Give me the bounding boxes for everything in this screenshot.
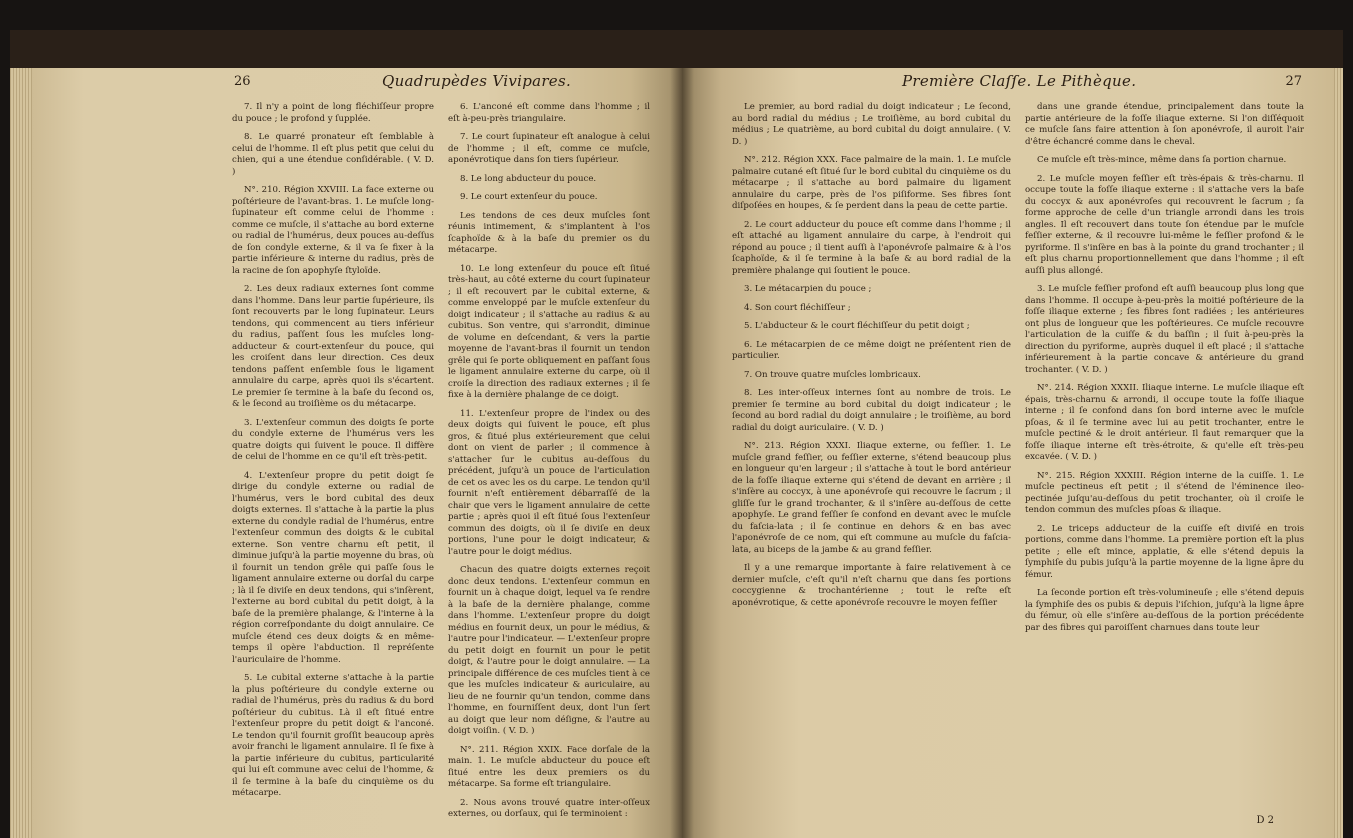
paragraph: N°. 214. Région XXXII. Iliaque interne. Le muſcle iliaque eſt épais, très-charnu & arrondi, il occupe toute la foſſe iliaque interne ; il ſe confond dans ſon bord interne avec le muſcle pſoas, & il ſe termine avec lui au petit trochanter, entre le muſcle pectiné & le droit antérieur. Il faut remarquer que la foſſe iliaque interne eſt très-étroite, & qu'elle eſt très-peu excavée. ( V. D. ) xyxy=(1025,383,1304,462)
left-running-head xyxy=(232,72,650,102)
paragraph: 8. Le quarré pronateur eſt ſemblable à celui de l'homme. Il eſt plus petit que celui du chien, qui a une étendue conſidérable. ( V. D. ) xyxy=(232,132,434,177)
signature-mark: D 2 xyxy=(1256,815,1274,826)
right-running-title: Première Claſſe. Le Pithèque. xyxy=(902,72,1137,90)
open-book xyxy=(10,30,1343,826)
paragraph: 3. L'extenſeur commun des doigts ſe porte du condyle externe de l'humérus vers les quatre doigts qui ſuivent le pouce. Il diffère de celui de l'homme en ce qu'il eſt très-petit. xyxy=(232,417,434,462)
paragraph: 2. Le muſcle moyen feſſier eſt très-épais & très-charnu. Il occupe toute la foſſe iliaque externe : il s'attache vers la baſe du coccyx & aux aponévroſes qui recouvrent le ſacrum ; ſa forme approche de celle d'un triangle arrondi dans les trois angles. Il eſt recouvert dans toute ſon étendue par le muſcle feſſier externe, & il recouvre lui-même le feſſier profond & le pyriforme. Il s'inſère en bas à la pointe du grand trochanter ; il eſt plus charnu proportionnellement que dans l'homme ; il eſt auſſi plus allongé. xyxy=(1025,173,1304,276)
paragraph: 2. Le triceps adducteur de la cuiſſe eſt diviſé en trois portions, comme dans l'homme. La première portion eſt la plus petite ; elle eſt mince, applatie, & elle s'étend depuis la ſymphiſe du pubis juſqu'à la partie moyenne de la ligne âpre du fémur. xyxy=(1025,523,1304,580)
paragraph: 6. L'anconé eſt comme dans l'homme ; il eſt à-peu-près triangulaire. xyxy=(448,102,650,124)
right-column-2 xyxy=(1025,102,1304,641)
paragraph: 6. Le métacarpien de ce même doigt ne préſentent rien de particulier. xyxy=(732,339,1011,361)
paragraph: 4. Son court fléchiſſeur ; xyxy=(744,302,851,313)
paragraph: dans une grande étendue, principalement dans toute la partie antérieure de la foſſe iliaque externe. Si l'on diſſéquoit ce muſcle ſans faire attention à ſon aponévroſe, il auroit l'air d'être échancré comme dans le cheval. xyxy=(1025,102,1304,147)
paragraph: Il y a une remarque importante à faire relativement à ce dernier muſcle, c'eſt qu'il n'eſt charnu que dans ſes portions coccygienne & trochantérienne ; tout le reſte eſt aponévrotique, & cette aponévroſe recouvre le moyen feſſier xyxy=(732,563,1011,608)
paragraph: 8. Les inter-oſſeux internes ſont au nombre de trois. Le premier ſe termine au bord cubital du doigt indicateur ; le ſecond au bord radial du doigt annulaire ; le troiſième, au bord radial du doigt auriculaire. ( V. D. ) xyxy=(732,388,1011,433)
paragraph: La ſeconde portion eſt très-volumineuſe ; elle s'étend depuis la ſymphiſe des os pubis & depuis l'iſchion, juſqu'à la ligne âpre du fémur, où elle s'inſère au-deſſous de la portion précédente par des fibres qui paroiſſent charnues dans toute leur xyxy=(1025,588,1304,633)
paragraph: 5. L'abducteur & le court fléchiſſeur du petit doigt ; xyxy=(744,321,970,331)
left-column-1 xyxy=(232,102,434,828)
left-running-title: Quadrupèdes Vivipares. xyxy=(382,72,572,90)
paragraph: 8. Le long abducteur du pouce. xyxy=(460,173,597,184)
paragraph: Le premier, au bord radial du doigt indicateur ; Le ſecond, au bord radial du médius ; Le troiſième, au bord cubital du médius ; Le quatrième, au bord cubital du doigt annulaire. ( V. D. ) xyxy=(732,102,1011,147)
left-page xyxy=(32,68,682,838)
paragraph: N°. 210. Région XXVIII. La face externe ou poſtérieure de l'avant-bras. 1. Le muſcle long-ſupinateur eſt comme celui de l'homme : comme ce muſcle, il s'attache au bord externe ou radial de l'humérus, deux pouces au-deſſus de ſon condyle externe, & il va ſe fixer à la partie inférieure & interne du radius, près de la racine de ſon apophyſe ſtyloïde. xyxy=(232,185,434,276)
paragraph: N°. 211. Région XXIX. Face dorſale de la main. 1. Le muſcle abducteur du pouce eſt ſitué entre les deux premiers os du métacarpe. Sa forme eſt triangulaire. xyxy=(448,744,650,789)
paragraph: 7. On trouve quatre muſcles lombricaux. xyxy=(744,369,921,380)
paragraph: N°. 212. Région XXX. Face palmaire de la main. 1. Le muſcle palmaire cutané eſt ſitué ſur le bord cubital du cinquième os du métacarpe ; il s'attache au bord palmaire du ligament annulaire du carpe, près de l'os piſiforme. Ses fibres ſont diſpoſées en houpes, & ſe perdent dans la peau de cette partie. xyxy=(732,155,1011,211)
paragraph: 11. L'extenſeur propre de l'index ou des deux doigts qui ſuivent le pouce, eſt plus gros, & ſitué plus extérieurement que celui dont on vient de parler ; il commence à s'attacher ſur le cubitus au-deſſous du précédent, juſqu'à un pouce de l'articulation de cet os avec les os du carpe. Le tendon qu'il fournit n'eſt entièrement débarraſſé de la chair que vers le ligament annulaire de cette partie ; après quoi il eſt ſitué ſous l'extenſeur commun des doigts, où il ſe diviſe en deux portions, l'une pour le doigt indicateur, & l'autre pour le doigt médius. xyxy=(448,408,650,557)
paragraph: Ce muſcle eſt très-mince, même dans ſa portion charnue. xyxy=(1037,155,1287,165)
paragraph: Chacun des quatre doigts externes reçoit donc deux tendons. L'extenſeur commun en fournit un à chaque doigt, lequel va ſe rendre à la baſe de la dernière phalange, comme dans l'homme. L'extenſeur propre du doigt médius en fournit deux, un pour le médius, & l'autre pour l'indicateur. — L'extenſeur propre du petit doigt en fournit un pour le petit doigt, & l'autre pour le doigt annulaire. — La principale différence de ces muſcles tient à ce que les muſcles indicateur & auriculaire, au lieu de ne fournir qu'un tendon, comme dans l'homme, en fourniſſent deux, dont l'un ſert au doigt que leur nom déſigne, & l'autre au doigt voiſin. ( V. D. ) xyxy=(448,565,650,736)
paragraph: 10. Le long extenſeur du pouce eſt ſitué très-haut, au côté externe du court ſupinateur ; il eſt recouvert par le cubital externe, & comme enveloppé par le muſcle extenſeur du doigt indicateur ; il s'attache au radius & au cubitus. Son ventre, qui s'arrondit, diminue de volume en deſcendant, & vers la partie moyenne de l'avant-bras il fournit un tendon grêle qui ſe porte obliquement en paſſant ſous le ligament annulaire externe du carpe, où il croiſe la direction des radiaux externes ; il ſe fixe à la dernière phalange de ce doigt. xyxy=(448,263,650,400)
right-page-edges xyxy=(1334,68,1343,838)
paragraph: 4. L'extenſeur propre du petit doigt ſe dirige du condyle externe ou radial de l'humérus, vers le bord cubital des deux doigts externes. Il s'attache à la partie la plus externe du condyle radial de l'humérus, entre l'extenſeur commun des doigts & le cubital externe. Son ventre charnu eſt petit, il diminue juſqu'à la partie moyenne du bras, où il fournit un tendon grêle qui paſſe ſous le ligament annulaire externe ou dorſal du carpe ; là il ſe diviſe en deux tendons, qui s'inſèrent, l'externe au bord cubital du petit doigt, à la baſe de la première phalange, & l'interne à la région correſpondante du doigt annulaire. Ce muſcle étend ces deux doigts & en même-temps il opère l'abduction. Il repréſente l'auriculaire de l'homme. xyxy=(232,470,434,665)
paragraph: 3. Le muſcle feſſier profond eſt auſſi beaucoup plus long que dans l'homme. Il occupe à-peu-près la moitié poſtérieure de la foſſe iliaque externe ; ſes fibres ſont radiées ; les antérieures ont plus de longueur que les poſtérieures. Ce muſcle recouvre l'articulation de la cuiſſe & du baſſin ; il ſuit à-peu-près la direction du pyriforme, auprès duquel il eſt placé ; il s'attache inférieurement à la partie concave & antérieure du grand trochanter. ( V. D. ) xyxy=(1025,284,1304,375)
right-page-number: 27 xyxy=(1285,74,1302,89)
left-page-number: 26 xyxy=(234,74,251,89)
right-running-head xyxy=(732,72,1304,102)
paragraph: 3. Le métacarpien du pouce ; xyxy=(744,284,872,294)
book-gutter xyxy=(670,68,694,838)
paragraph: Les tendons de ces deux muſcles ſont réunis intimement, & s'implantent à l'os ſcaphoïde & à la baſe du premier os du métacarpe. xyxy=(448,210,650,255)
paragraph: N°. 213. Région XXXI. Iliaque externe, ou feſſier. 1. Le muſcle grand feſſier, ou feſſier externe, s'étend beaucoup plus en longueur qu'en largeur ; il s'attache à tout le bord antérieur de la foſſe iliaque externe qui s'étend de devant en arrière ; il s'inſère au coccyx, à une aponévroſe qui recouvre le ſacrum ; il gliſſe ſur le grand trochanter, & il s'inſère au-deſſous de cette apophyſe. Le grand feſſier ſe confond en devant avec le muſcle du faſcia-lata ; il ſe continue en dehors & en bas avec l'aponévroſe de ce nom, qui eſt commune au muſcle du faſcia-lata, au biceps de la jambe & au grand feſſier. xyxy=(732,441,1011,555)
left-page-edges xyxy=(10,68,32,838)
paragraph: N°. 215. Région XXXIII. Région interne de la cuiſſe. 1. Le muſcle pectineus eſt petit ; il s'étend de l'éminence ileo-pectinée juſqu'au-deſſous du petit trochanter, où il croiſe le tendon commun des muſcles pſoas & iliaque. xyxy=(1025,470,1304,515)
paragraph: 2. Les deux radiaux externes ſont comme dans l'homme. Dans leur partie ſupérieure, ils ſont recouverts par le long ſupinateur. Leurs tendons, qui commencent au tiers inférieur du radius, paſſent ſous les muſcles long-adducteur & court-extenſeur du pouce, qui les croiſent dans leur direction. Ces deux tendons paſſent enſemble ſous le ligament annulaire du carpe, après quoi ils s'écartent. Le premier ſe termine à la baſe du ſecond os, & le ſecond au troiſième os du métacarpe. xyxy=(232,284,434,409)
right-page xyxy=(682,68,1334,838)
paragraph: 9. Le court extenſeur du pouce. xyxy=(460,192,598,202)
paragraph: 7. Le court ſupinateur eſt analogue à celui de l'homme ; il eſt, comme ce muſcle, aponévrotique dans ſon tiers ſupérieur. xyxy=(448,132,650,165)
paragraph: 2. Le court adducteur du pouce eſt comme dans l'homme ; il eſt attaché au ligament annulaire du carpe, à l'endroit qui répond au pouce ; il tient auſſi à l'aponévroſe palmaire & à l'os ſcaphoïde, & il ſe termine à la baſe & au bord radial de la première phalange qui ſoutient le pouce. xyxy=(732,219,1011,276)
paragraph: 2. Nous avons trouvé quatre inter-oſſeux externes, ou dorſaux, qui ſe terminoient : xyxy=(448,797,650,819)
paragraph: 7. Il n'y a point de long fléchiſſeur propre du pouce ; le profond y ſupplée. xyxy=(232,102,434,124)
right-column-1 xyxy=(732,102,1011,641)
left-column-2 xyxy=(448,102,650,828)
paragraph: 5. Le cubital externe s'attache à la partie la plus poſtérieure du condyle externe ou radial de l'humérus, près du radius & du bord poſtérieur du cubitus. Là il eſt ſitué entre l'extenſeur propre du petit doigt & l'anconé. Le tendon qu'il fournit groſſit beaucoup après avoir franchi le ligament annulaire. Il ſe fixe à la partie inférieure du cubitus, particularité qui lui eſt commune avec celui de l'homme, & il ſe termine à la baſe du cinquième os du métacarpe. xyxy=(232,673,434,798)
